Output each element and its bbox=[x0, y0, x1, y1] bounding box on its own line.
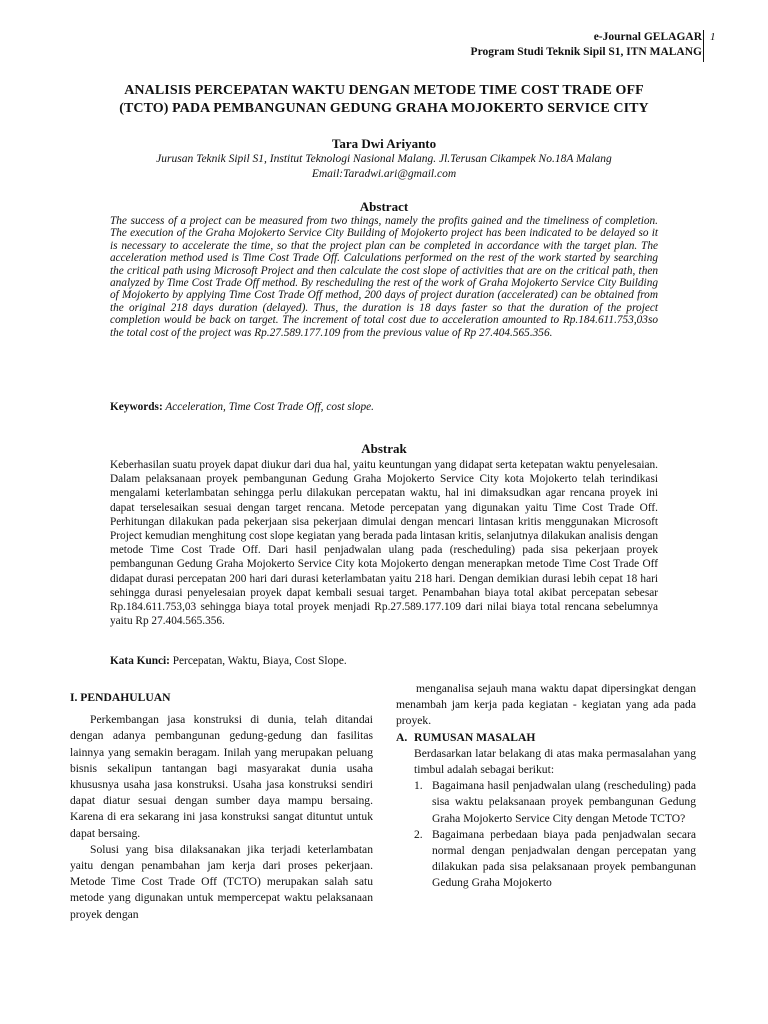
affiliation: Jurusan Teknik Sipil S1, Institut Teknologi Nasional Malang. Jl.Terusan Cikampek No.18A Malang bbox=[156, 153, 612, 165]
author-name: Tara Dwi Ariyanto bbox=[331, 136, 437, 151]
journal-name: e-Journal GELAGAR bbox=[593, 31, 702, 43]
body-paragraph: Perkembangan jasa konstruksi di dunia, telah ditandai dengan adanya pembangunan gedung-gedung dan fasilitas lainnya yang semakin beragam. Inilah yang merupakan peluang bisnis sekalipun tantangan bagi masyarakat dunia usaha khususnya usaha jasa konstruksi. Usaha jasa konstruksi sendiri dapat diatur sesuai dengan sumber daya mampu bersaing. Karena di era sekarang ini jasa konstruksi sangat dituntut untuk dapat bersaing. bbox=[70, 713, 373, 840]
program-name: Program Studi Teknik Sipil S1, ITN MALANG bbox=[470, 46, 702, 58]
running-header bbox=[471, 30, 702, 60]
list-item-number: 1. bbox=[414, 779, 423, 793]
list-item-text: Bagaimana hasil penjadwalan ulang (rescheduling) pada sisa waktu pelaksanaan proyek pembangunan Gedung Graha Mojokerto Service City dengan Metode TCTO? bbox=[432, 779, 696, 825]
subsection-title: RUMUSAN MASALAH bbox=[414, 730, 536, 744]
keywords-values: Acceleration, Time Cost Trade Off, cost slope. bbox=[162, 401, 375, 413]
problem-list bbox=[396, 778, 696, 891]
title-line-2: (TCTO) PADA PEMBANGUNAN GEDUNG GRAHA MOJOKERTO SERVICE CITY bbox=[119, 101, 649, 116]
keywords-label: Keywords: bbox=[110, 401, 163, 413]
body-paragraph: Solusi yang bisa dilaksanakan jika terjadi keterlambatan yaitu dengan penambahan jam kerja dari proses pekerjaan. Metode Time Cost Trade Off (TCTO) merupakan salah satu metode yang digunakan untuk mempercepat waktu pelaksanaan proyek dengan bbox=[70, 842, 373, 921]
abstrak-text: Keberhasilan suatu proyek dapat diukur dari dua hal, yaitu keuntungan yang didapat serta ketepatan waktu penyelesaian. Dalam pelaksanaan proyek pembangunan Gedung Graha Mojokerto Service City kota Mojokerto telah terindikasi mengalami keterlambatan sehingga perlu dilakukan percepatan waktu, hal ini dimaksudkan agar rencana proyek ini dapat terselesaikan sesuai dengan target rencana. Metode percepatan yang digunakan yaitu Time Cost Trade Off. Perhitungan dilakukan pada pekerjaan sisa pekerjaan dimulai dengan mencari lintasan kritis menggunakan Microsoft Project kemudian menghitung cost slope kegiatan yang berada pada lintasan kritis, selanjutnya dilakukan analisis dengan metode Time Cost Trade Off. Dari hasil penjadwalan ulang pada (rescheduling) pada sisa pekerjaan proyek pembangunan Gedung Graha Mojokerto Service City kota Mojokerto dengan menerapkan metode Time Cost Trade Off didapat durasi percepatan 200 hari dari durasi keterlambatan yaitu 218 hari. Dengan demikian durasi lebih cepat 18 hari sehingga durasi penyelesaian proyek dapat kembali sesuai target. Penambahan biaya total akibat percepatan sebesar Rp.184.611.753,03 sehingga biaya total proyek menjadi Rp.27.589.177.109 dari nilai biaya total rencana sebelumnya yaitu Rp 27.404.565.356. bbox=[110, 459, 658, 628]
kata-kunci-line bbox=[110, 655, 670, 667]
section-heading-pendahuluan: I. PENDAHULUAN bbox=[70, 691, 171, 704]
page-number: 1 bbox=[710, 31, 716, 43]
paper-title bbox=[60, 82, 708, 118]
subsection-heading bbox=[396, 730, 696, 746]
subsection-intro: Berdasarkan latar belakang di atas maka permasalahan yang timbul adalah sebagai berikut: bbox=[414, 746, 696, 777]
kata-kunci-label: Kata Kunci: bbox=[110, 655, 170, 667]
body-right-column bbox=[396, 681, 696, 892]
kata-kunci-values: Percepatan, Waktu, Biaya, Cost Slope. bbox=[169, 655, 347, 667]
title-line-1: ANALISIS PERCEPATAN WAKTU DENGAN METODE TIME COST TRADE OFF bbox=[124, 83, 644, 98]
author-email: Email:Taradwi.ari@gmail.com bbox=[311, 168, 457, 180]
body-paragraph: menganalisa sejauh mana waktu dapat dipersingkat dengan menambah jam kerja pada kegiatan - kegiatan yang ada pada proyek. bbox=[396, 682, 696, 728]
abstrak-heading: Abstrak bbox=[361, 441, 407, 456]
abstract-heading: Abstract bbox=[359, 199, 409, 214]
list-item-number: 2. bbox=[414, 827, 423, 841]
abstract-text: The success of a project can be measured from two things, namely the profits gained and the timeliness of completion. The execution of the Graha Mojokerto Service City Building of Mojokerto project has been indicated to be delayed so it is necessary to accelerate the time, so that the project plan can be completed in accordance with the target plan. The acceleration method used is Time Cost Trade Off. Calculations performed on the rest of the work started by searching the critical path using Microsoft Project and then calculate the cost slope of activities that are on the critical path, then analyzed by Time Cost Trade Off method. By rescheduling the rest of the work of Graha Mojokerto Service City Building of Mojokerto by applying Time Cost Trade Off method, 200 days of project duration (accelerated) can be obtained from the original 218 days duration (delayed). Thus, the duration is 18 days faster so that the duration of the project completion would be back on target. The increment of total cost due to acceleration amounted to Rp.184.611.753,03so the total cost of the project was Rp.27.589.177.109 from the previous value of Rp 27.404.565.356. bbox=[110, 215, 658, 339]
list-item bbox=[396, 778, 696, 827]
list-item-text: Bagaimana perbedaan biaya pada penjadwalan secara normal dengan penjadwalan dengan percepatan yang dilakukan pada sisa pelaksanaan proyek pembangunan Gedung Graha Mojokerto bbox=[432, 827, 696, 890]
body-left-column bbox=[70, 690, 373, 923]
affiliation-block bbox=[0, 152, 768, 182]
keywords-line bbox=[110, 401, 670, 413]
list-item bbox=[396, 827, 696, 892]
header-divider bbox=[703, 30, 704, 62]
subsection-letter: A. bbox=[396, 730, 408, 744]
